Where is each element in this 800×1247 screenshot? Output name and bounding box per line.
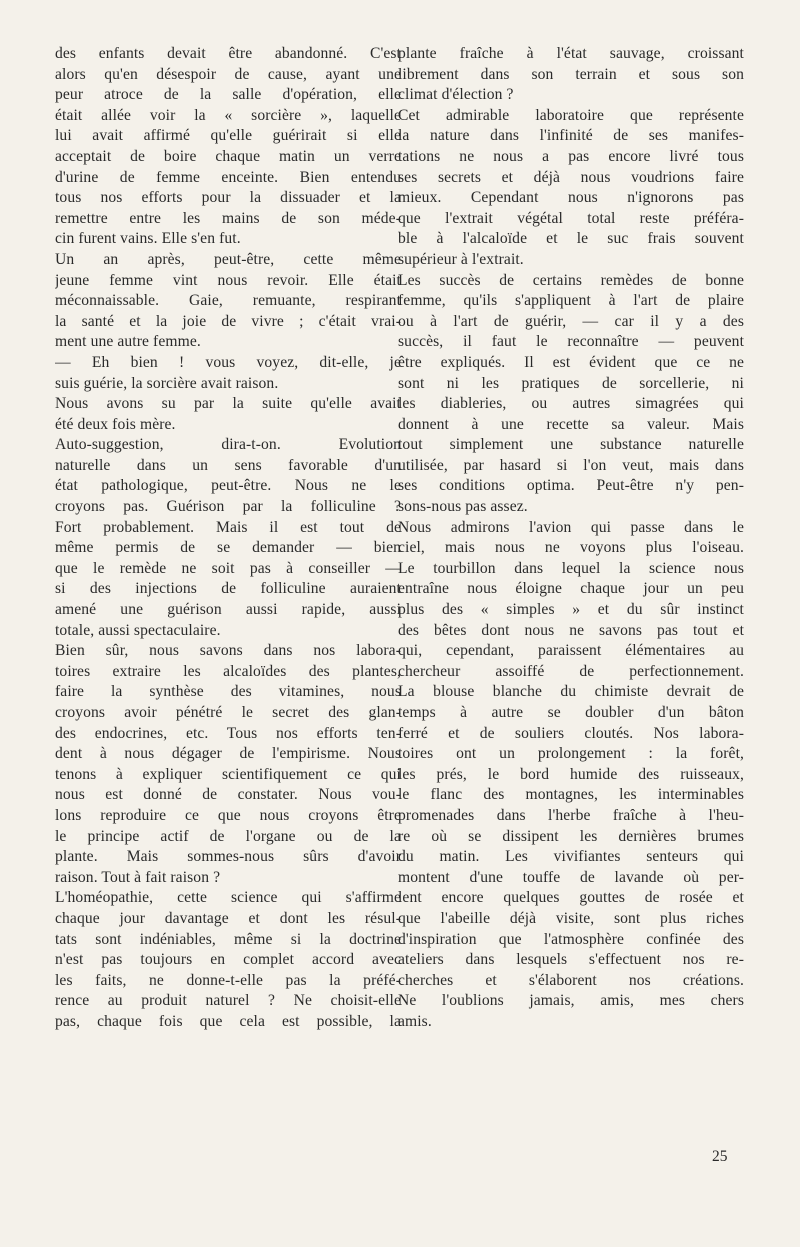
text-line: dent à nous dégager de l'empirisme. Nous	[55, 745, 401, 763]
text-line: climat d'élection ?	[398, 86, 514, 104]
page-number: 25	[712, 1148, 728, 1165]
text-line: plante fraîche à l'état sauvage, croissant	[398, 45, 744, 62]
text-line: croyons pas. Guérison par la folliculine ?	[55, 498, 401, 516]
text-line: temps à autre se doubler d'un bâton	[398, 704, 744, 721]
text-line: rence au produit naturel ? Ne choisit-elle	[55, 992, 401, 1010]
text-line: la nature dans l'infinité de ses manifes-	[398, 127, 744, 145]
text-line: toires ont un prolongement : la forêt,	[398, 745, 744, 763]
text-line: Bien sûr, nous savons dans nos labora-	[55, 642, 401, 660]
text-line: Un an après, peut-être, cette même	[55, 250, 401, 268]
text-line: — Eh bien ! vous voyez, dit-elle, je	[55, 353, 401, 371]
text-line: Auto-suggestion, dira-t-on. Evolution	[55, 436, 401, 454]
text-line: Les succès de certains remèdes de bonne	[398, 271, 744, 289]
text-line: ciel, mais nous ne voyons plus l'oiseau.	[398, 539, 744, 557]
text-line: supérieur à l'extrait.	[398, 250, 524, 268]
text-line: tout simplement une substance naturelle	[398, 436, 744, 454]
text-line: du matin. Les vivifiantes senteurs qui	[398, 848, 744, 866]
text-line: être expliqués. Il est évident que ce ne	[398, 353, 744, 371]
text-line: faire la synthèse des vitamines, nous	[55, 683, 401, 701]
text-line: si des injections de folliculine auraient	[55, 580, 401, 598]
text-line: ferré et de souliers cloutés. Nos labora-	[398, 724, 744, 742]
text-line: ses secrets et déjà nous voudrions faire	[398, 168, 744, 186]
text-line: que l'extrait végétal total reste préféra-	[398, 209, 744, 227]
text-line: ateliers dans lesquels s'effectuent nos re-	[398, 951, 744, 969]
text-line: les faits, ne donne-t-elle pas la préfé-	[55, 971, 401, 989]
text-line: Ne l'oublions jamais, amis, mes chers	[398, 992, 744, 1010]
text-line: ou à l'art de guérir, — car il y a des	[398, 312, 744, 330]
text-line: le principe actif de l'organe ou de la	[55, 827, 401, 845]
text-line: sons-nous pas assez.	[398, 498, 528, 516]
text-line: donnent à une recette sa valeur. Mais	[398, 415, 744, 433]
text-line: utilisée, par hasard si l'on veut, mais dans	[398, 456, 744, 474]
text-line: le flanc des montagnes, les interminables	[398, 786, 744, 804]
text-line: plante. Mais sommes-nous sûrs d'avoir	[55, 848, 401, 866]
text-line: que le remède ne soit pas à conseiller —	[55, 559, 401, 577]
text-line: Fort probablement. Mais il est tout de	[55, 518, 401, 536]
text-line: succès, il faut le reconnaître — peuvent	[398, 333, 744, 351]
text-line: montent d'une touffe de lavande où per-	[398, 868, 744, 886]
text-line: plus des « simples » et du sûr instinct	[398, 601, 744, 619]
text-line: amené une guérison aussi rapide, aussi	[55, 601, 401, 619]
text-line: croyons avoir pénétré le secret des glan-	[55, 704, 401, 721]
text-line: d'urine de femme enceinte. Bien entendu	[55, 168, 401, 186]
text-line: Cet admirable laboratoire que représente	[398, 106, 744, 124]
text-line: ment une autre femme.	[55, 333, 201, 351]
text-line: tations ne nous a pas encore livré tous	[398, 147, 744, 165]
text-line: les diableries, ou autres simagrées qui	[398, 395, 744, 413]
text-line: état pathologique, peut-être. Nous ne le	[55, 477, 401, 495]
text-line: chercheur assoiffé de perfectionnement.	[398, 662, 744, 680]
text-line: entraîne nous éloigne chaque jour un peu	[398, 580, 744, 598]
text-line: Nous admirons l'avion qui passe dans le	[398, 518, 744, 536]
text-line: acceptait de boire chaque matin un verre	[55, 147, 401, 165]
text-line: chaque jour davantage et dont les résul-	[55, 909, 401, 927]
text-line: les prés, le bord humide des ruisseaux,	[398, 765, 744, 783]
text-line: remettre entre les mains de son méde-	[55, 209, 401, 227]
text-line: naturelle dans un sens favorable d'un	[55, 456, 401, 474]
right-column	[398, 44, 744, 1033]
text-line: été deux fois mère.	[55, 415, 176, 433]
text-line: ses conditions optima. Peut-être n'y pen-	[398, 477, 744, 495]
text-line: femme, qu'ils s'appliquent à l'art de plaire	[398, 292, 744, 310]
text-line: La blouse blanche du chimiste devrait de	[398, 683, 744, 701]
text-line: alors qu'en désespoir de cause, ayant une	[55, 65, 401, 83]
text-line: L'homéopathie, cette science qui s'affirme	[55, 889, 401, 907]
text-line: tenons à expliquer scientifiquement ce qui	[55, 765, 401, 783]
text-line: des enfants devait être abandonné. C'est	[55, 45, 401, 62]
text-line: toires extraire les alcaloïdes des plantes,	[55, 662, 401, 680]
text-line: que l'abeille déjà visite, sont plus riches	[398, 909, 744, 927]
text-line: cin furent vains. Elle s'en fut.	[55, 230, 241, 248]
text-line: d'inspiration que l'atmosphère confinée des	[398, 930, 744, 948]
left-column	[55, 44, 401, 1033]
text-line: raison. Tout à fait raison ?	[55, 868, 221, 886]
text-line: promenades dans l'herbe fraîche à l'heu-	[398, 806, 744, 824]
text-line: lui avait affirmé qu'elle guérirait si elle	[55, 127, 401, 145]
text-line: re où se dissipent les dernières brumes	[398, 827, 744, 845]
text-line: suis guérie, la sorcière avait raison.	[55, 374, 279, 392]
text-line: peur atroce de la salle d'opération, elle	[55, 86, 401, 104]
text-line: mieux. Cependant nous n'ignorons pas	[398, 189, 744, 207]
text-line: Nous avons su par la suite qu'elle avait	[55, 395, 401, 413]
text-line: pas, chaque fois que cela est possible, la	[55, 1012, 401, 1030]
text-line: Le tourbillon dans lequel la science nous	[398, 559, 744, 577]
text-line: des bêtes dont nous ne savons pas tout et	[398, 621, 744, 639]
text-line: la santé et la joie de vivre ; c'était vrai-	[55, 312, 401, 330]
text-line: librement dans son terrain et sous son	[398, 65, 744, 83]
text-line: sont ni les pratiques de sorcellerie, ni	[398, 374, 744, 392]
text-line: lons reproduire ce que nous croyons être	[55, 806, 401, 824]
text-line: ble à l'alcaloïde et le suc frais souvent	[398, 230, 744, 248]
text-line: n'est pas toujours en complet accord avec	[55, 951, 401, 969]
text-line: des endocrines, etc. Tous nos efforts ten-	[55, 724, 401, 742]
text-line: tats sont indéniables, même si la doctrine	[55, 930, 401, 948]
text-line: nous est donné de constater. Nous vou-	[55, 786, 401, 804]
text-line: était allée voir la « sorcière », laquelle	[55, 106, 401, 124]
text-line: amis.	[398, 1012, 432, 1030]
text-line: qui, cependant, paraissent élémentaires au	[398, 642, 744, 660]
text-line: jeune femme vint nous revoir. Elle était	[55, 271, 401, 289]
text-line: tous nos efforts pour la dissuader et la	[55, 189, 401, 207]
text-line: méconnaissable. Gaie, remuante, respirant	[55, 292, 401, 310]
text-line: totale, aussi spectaculaire.	[55, 621, 221, 639]
text-line: lent encore quelques gouttes de rosée et	[398, 889, 744, 907]
text-line: même permis de se demander — bien	[55, 539, 401, 557]
text-line: cherches et s'élaborent nos créations.	[398, 971, 744, 989]
